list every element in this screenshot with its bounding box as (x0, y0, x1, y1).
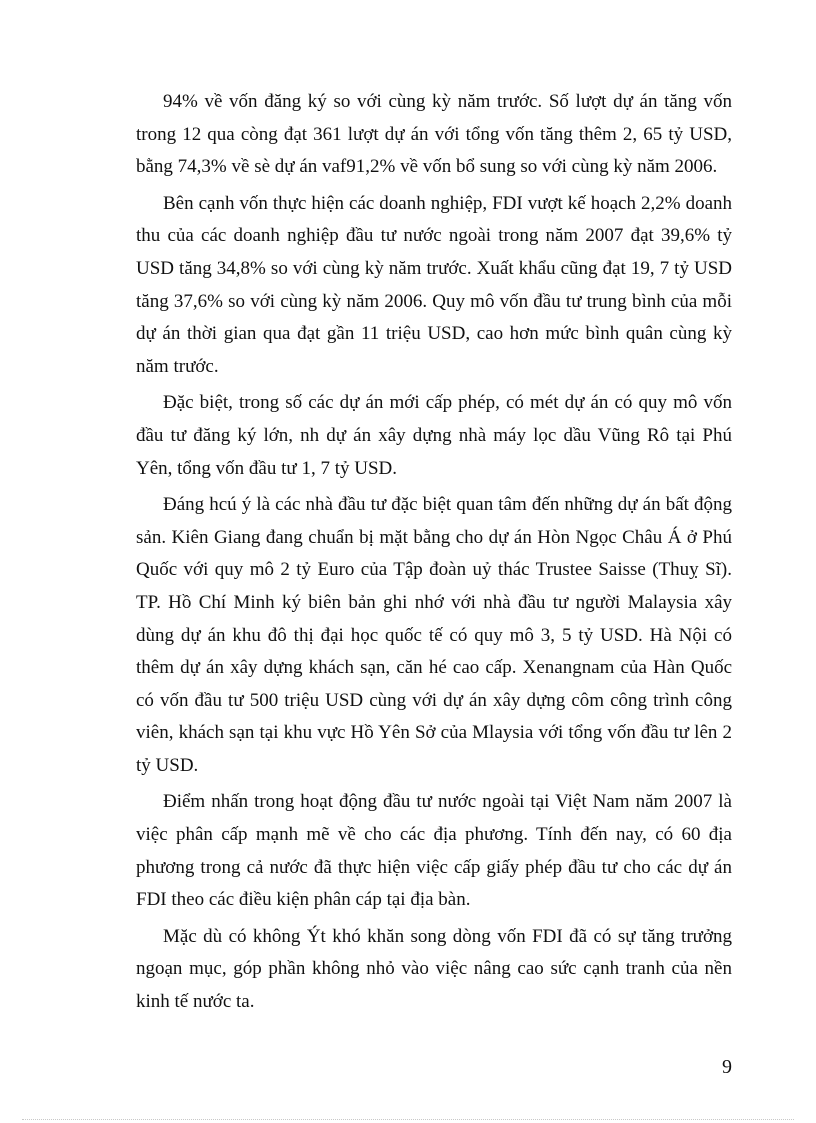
paragraph: Đáng hcú ý là các nhà đầu tư đặc biệt quan tâm đến những dự án bất động sản. Kiên Giang đang chuẩn bị mặt bằng cho dự án Hòn Ngọc Châu Á ở Phú Quốc với quy mô 2 tỷ Euro của Tập đoàn uỷ thác Trustee Saisse (Thuỵ Sĩ). TP. Hồ Chí Minh ký biên bản ghi nhớ với nhà đầu tư người Malaysia xây dùng dự án khu đô thị đại học quốc tế có quy mô 3, 5 tỷ USD. Hà Nội có thêm dự án xây dựng khách sạn, căn hé cao cấp. Xenangnam của Hàn Quốc có vốn đầu tư 500 triệu USD cùng với dự án xây dựng côm công trình công viên, khách sạn tại khu vực Hồ Yên Sở của Mlaysia với tổng vốn đầu tư lên 2 tỷ USD. (136, 494, 732, 776)
paragraph: Mặc dù có không Ýt khó khăn song dòng vốn FDI đã có sự tăng trưởng ngoạn mục, góp phần không nhỏ vào việc nâng cao sức cạnh tranh của nền kinh tế nước ta. (136, 925, 732, 1013)
paragraph: Điểm nhấn trong hoạt động đầu tư nước ngoài tại Việt Nam năm 2007 là việc phân cấp mạnh mẽ về cho các địa phương. Tính đến nay, có 60 địa phương trong cả nước đã thực hiện việc cấp giấy phép đầu tư cho các dự án FDI theo các điều kiện phân cáp tại địa bàn. (136, 791, 732, 911)
paragraph: Đặc biệt, trong số các dự án mới cấp phép, có mét dự án có quy mô vốn đầu tư đăng ký lớn, nh dự án xây dựng nhà máy lọc dầu Vũng Rô tại Phú Yên, tổng vốn đầu tư 1, 7 tỷ USD. (136, 392, 732, 479)
paragraph: Bên cạnh vốn thực hiện các doanh nghiệp, FDI vượt kế hoạch 2,2% doanh thu của các doanh nghiệp đầu tư nước ngoài trong năm 2007 đạt 39,6% tỷ USD tăng 34,8% so với cùng kỳ năm trước. Xuất khẩu cũng đạt 19, 7 tỷ USD tăng 37,6% so với cùng kỳ năm 2006. Quy mô vốn đầu tư trung bình của mỗi dự án thời gian qua đạt gần 11 triệu USD, cao hơn mức bình quân cùng kỳ năm trước. (136, 192, 732, 377)
paragraph: 94% về vốn đăng ký so với cùng kỳ năm trước. Số lượt dự án tăng vốn trong 12 qua còng đạt 361 lượt dự án với tổng vốn tăng thêm 2, 65 tỷ USD, bằng 74,3% về sè dự án vaf91,2% về vốn bổ sung so với cùng kỳ năm 2006. (136, 91, 732, 178)
body-text (136, 86, 732, 1023)
page-number: 9 (722, 1056, 732, 1078)
footer-divider (22, 1119, 794, 1120)
